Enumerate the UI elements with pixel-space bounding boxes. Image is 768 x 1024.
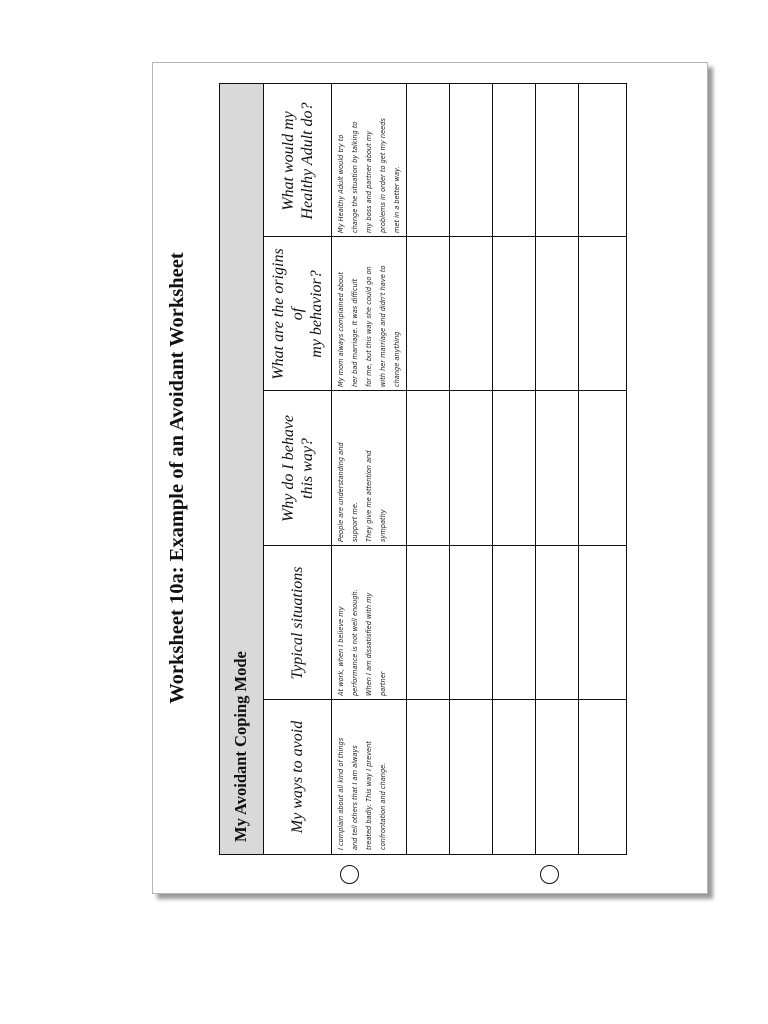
example-cell-why-behave: People are understanding and support me. They give me attention and sympathy xyxy=(337,442,387,542)
heading-healthy-adult: What would my Healthy Adult do? xyxy=(279,102,316,220)
table-title-band xyxy=(220,84,264,854)
coping-mode-table xyxy=(219,83,627,855)
heading-why-behave: Why do I behave this way? xyxy=(279,414,316,523)
row-divider xyxy=(535,84,536,854)
row-divider xyxy=(492,84,493,854)
binder-hole xyxy=(340,865,359,884)
heading-ways-to-avoid: My ways to avoid xyxy=(289,720,306,834)
heading-origins: What are the origins of my behavior? xyxy=(270,248,325,380)
row-divider xyxy=(331,84,332,854)
table-title: My Avoidant Coping Mode xyxy=(231,651,250,842)
example-cell-healthy-adult: My Healthy Adult would try to change the situation by talking to my boss and partner about my problems in order to get my needs met in a better way. xyxy=(337,118,401,233)
worksheet-title: Worksheet 10a: Example of an Avoidant Worksheet xyxy=(166,252,188,704)
binder-hole xyxy=(540,865,559,884)
heading-typical-situations: Typical situations xyxy=(289,566,306,680)
example-cell-typical-situations: At work, when I believe my performance is not well enough. When I am dissatisfied with my partner xyxy=(337,589,387,696)
example-cell-origins: My mom always complained about her bad marriage. It was difficult for me, but this way she could go on with her marriage and didn't have to change anything xyxy=(337,265,401,387)
worksheet-content xyxy=(153,63,707,893)
row-divider xyxy=(406,84,407,854)
worksheet-page xyxy=(152,62,708,894)
example-cell-ways-to-avoid: I complain about all kind of things and tell others that I am always treated badly. This way I prevent confrontation and change. xyxy=(337,737,387,850)
row-divider xyxy=(578,84,579,854)
row-divider xyxy=(449,84,450,854)
